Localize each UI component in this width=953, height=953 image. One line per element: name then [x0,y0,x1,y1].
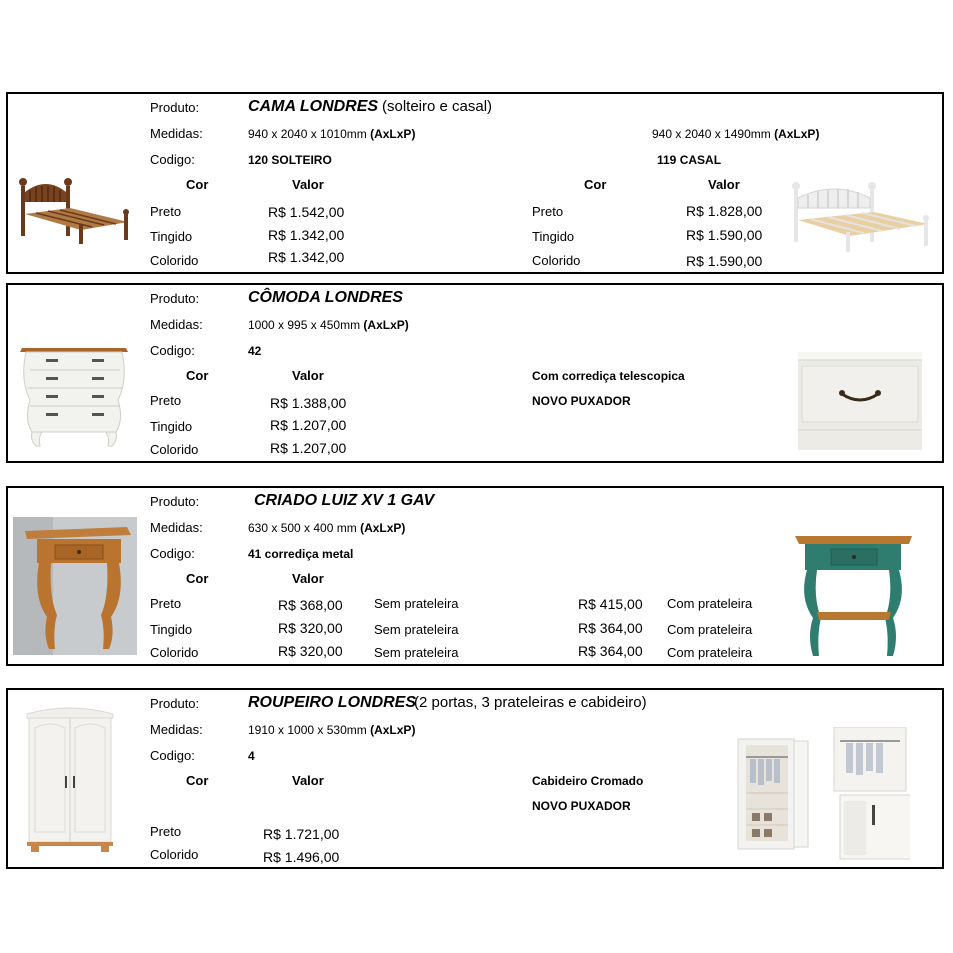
dresser-image [16,340,131,448]
product-title: ROUPEIRO LONDRES [248,694,417,711]
medidas-solteiro: 940 x 2040 x 1010mm (AxLxP) [248,127,416,141]
row-cor: Colorido [150,645,199,660]
row-cor: Colorido [150,253,199,268]
row-cor: Tingido [150,622,193,637]
row-valor: R$ 1.721,00 [263,826,340,842]
product-title: CAMA LONDRES [248,98,379,115]
header-valor: Valor [292,571,324,586]
row-cor: Tingido [150,419,193,434]
row-valor-sem: R$ 320,00 [278,643,343,659]
row-desc-sem: Sem prateleira [374,622,459,637]
row-valor: R$ 1.542,00 [268,204,345,220]
header-cor: Cor [186,177,209,192]
product-card-cama [6,92,944,274]
header-valor: Valor [292,773,324,788]
row-valor: R$ 1.207,00 [270,417,347,433]
nightstand-wood-image [13,517,137,655]
label-medidas: Medidas: [150,520,203,535]
product-subtitle: (2 portas, 3 prateleiras e cabideiro) [414,694,647,711]
header-valor: Valor [292,368,324,383]
medidas: 1910 x 1000 x 530mm (AxLxP) [248,723,416,737]
row-cor: Preto [150,824,182,839]
product-title: CÔMODA LONDRES [248,289,403,306]
row-cor: Preto [150,204,182,219]
row-desc-com: Com prateleira [667,622,753,637]
header-cor: Cor [186,773,209,788]
wardrobe-image [23,704,117,854]
row-desc-com: Com prateleira [667,596,753,611]
header-cor: Cor [186,368,209,383]
header-cor: Cor [186,571,209,586]
row-valor-com: R$ 415,00 [578,596,643,612]
medidas-casal: 940 x 2040 x 1490mm (AxLxP) [652,127,820,141]
product-title: CRIADO LUIZ XV 1 GAV [254,492,435,509]
row-valor: R$ 1.496,00 [263,849,340,865]
row-valor-com: R$ 364,00 [578,643,643,659]
label-codigo: Codigo: [150,343,195,358]
product-card-roupeiro [6,688,944,869]
label-medidas: Medidas: [150,126,203,141]
row-cor-casal: Tingido [532,229,575,244]
label-codigo: Codigo: [150,546,195,561]
header-cor-casal: Cor [584,177,607,192]
row-desc-sem: Sem prateleira [374,596,459,611]
label-codigo: Codigo: [150,748,195,763]
row-cor: Colorido [150,847,199,862]
label-codigo: Codigo: [150,152,195,167]
row-valor: R$ 1.342,00 [268,227,345,243]
medidas: 630 x 500 x 400 mm (AxLxP) [248,521,406,535]
row-valor-com: R$ 364,00 [578,620,643,636]
row-cor: Preto [150,596,182,611]
note-corredica: Com corrediça telescopica [532,369,685,383]
label-produto: Produto: [150,696,200,711]
row-cor: Tingido [150,229,193,244]
note-puxador: NOVO PUXADOR [532,394,631,408]
nightstand-green-image [791,528,916,658]
header-valor: Valor [292,177,324,192]
row-valor-casal: R$ 1.590,00 [686,227,763,243]
row-valor: R$ 1.207,00 [270,440,347,456]
label-produto: Produto: [150,494,200,509]
row-desc-com: Com prateleira [667,645,753,660]
row-valor: R$ 1.342,00 [268,249,345,265]
row-valor-casal: R$ 1.590,00 [686,253,763,269]
wardrobe-open-image [734,727,910,861]
row-cor: Colorido [150,442,199,457]
label-medidas: Medidas: [150,722,203,737]
row-cor-casal: Preto [532,204,564,219]
codigo: 41 corrediça metal [248,547,354,561]
label-produto: Produto: [150,100,200,115]
label-produto: Produto: [150,291,200,306]
codigo-solteiro: 120 SOLTEIRO [248,153,332,167]
label-medidas: Medidas: [150,317,203,332]
codigo-casal: 119 CASAL [657,153,722,167]
bed-double-image [788,176,933,256]
drawer-handle-image [798,352,922,450]
row-cor-casal: Colorido [532,253,581,268]
row-desc-sem: Sem prateleira [374,645,459,660]
note-puxador: NOVO PUXADOR [532,799,631,813]
product-subtitle: (solteiro e casal) [382,98,493,115]
bed-single-image [16,168,136,248]
row-valor-sem: R$ 320,00 [278,620,343,636]
product-card-criado [6,486,944,666]
note-cabideiro: Cabideiro Cromado [532,774,644,788]
product-card-comoda [6,283,944,463]
row-cor: Preto [150,393,182,408]
codigo: 42 [248,344,262,358]
header-valor-casal: Valor [708,177,740,192]
row-valor-sem: R$ 368,00 [278,597,343,613]
medidas: 1000 x 995 x 450mm (AxLxP) [248,318,409,332]
row-valor: R$ 1.388,00 [270,395,347,411]
row-valor-casal: R$ 1.828,00 [686,203,763,219]
codigo: 4 [248,749,255,763]
